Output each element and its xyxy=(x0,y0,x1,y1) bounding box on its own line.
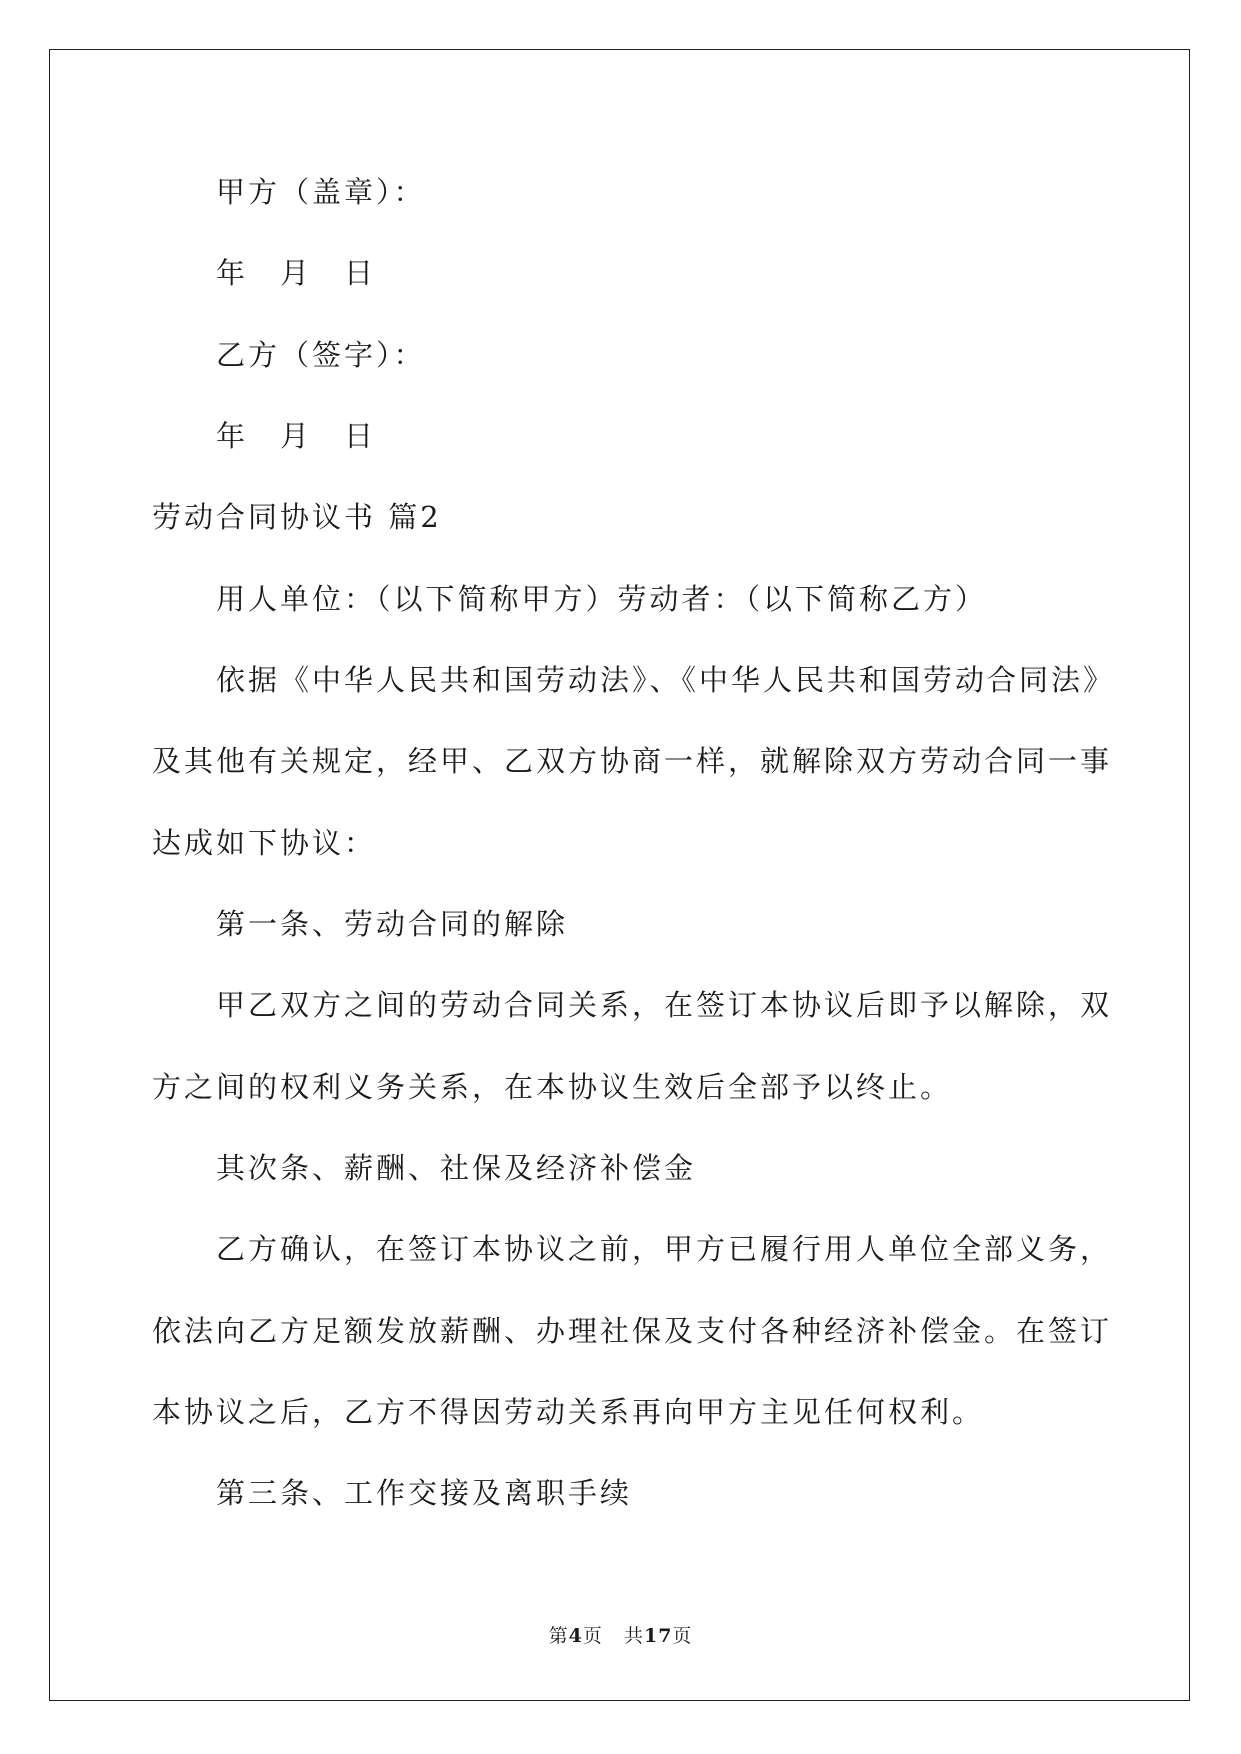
article-heading: 其次条、薪酬、社保及经济补偿金 xyxy=(216,1151,697,1185)
total-suffix: 页 xyxy=(672,1625,693,1647)
page-number: 4 xyxy=(568,1625,583,1647)
paragraph-line: 及其他有关规定，经甲、乙双方协商一样，就解除双方劳动合同一事 xyxy=(152,744,1113,778)
section-heading: 劳动合同协议书 篇2 xyxy=(152,500,442,534)
parties-line: 用人单位：（以下简称甲方）劳动者：（以下简称乙方） xyxy=(216,582,988,616)
page-border xyxy=(49,49,1190,1701)
paragraph-line: 达成如下协议： xyxy=(152,826,377,860)
paragraph-line: 方之间的权利义务关系，在本协议生效后全部予以终止。 xyxy=(152,1070,953,1104)
paragraph-line: 本协议之后，乙方不得因劳动关系再向甲方主见任何权利。 xyxy=(152,1395,985,1429)
article-heading: 第三条、工作交接及离职手续 xyxy=(216,1476,633,1510)
paragraph-line: 依据《中华人民共和国劳动法》、《中华人民共和国劳动合同法》 xyxy=(216,663,1116,697)
page-prefix: 第 xyxy=(548,1625,569,1647)
article-heading: 第一条、劳动合同的解除 xyxy=(216,907,569,941)
total-prefix: 共 xyxy=(623,1625,644,1647)
party-a-seal-line: 甲方（盖章）： xyxy=(216,175,426,209)
party-b-signature-line: 乙方（签字）： xyxy=(216,338,426,372)
page-suffix: 页 xyxy=(582,1625,603,1647)
page-footer xyxy=(0,1623,1241,1649)
total-pages: 17 xyxy=(643,1625,673,1647)
paragraph-line: 甲乙双方之间的劳动合同关系，在签订本协议后即予以解除，双 xyxy=(216,988,1113,1022)
party-a-date-line: 年 月 日 xyxy=(216,256,377,290)
party-b-date-line: 年 月 日 xyxy=(216,419,377,453)
paragraph-line: 乙方确认，在签订本协议之前，甲方已履行用人单位全部义务， xyxy=(216,1232,1113,1266)
paragraph-line: 依法向乙方足额发放薪酬、办理社保及支付各种经济补偿金。在签订 xyxy=(152,1314,1113,1348)
